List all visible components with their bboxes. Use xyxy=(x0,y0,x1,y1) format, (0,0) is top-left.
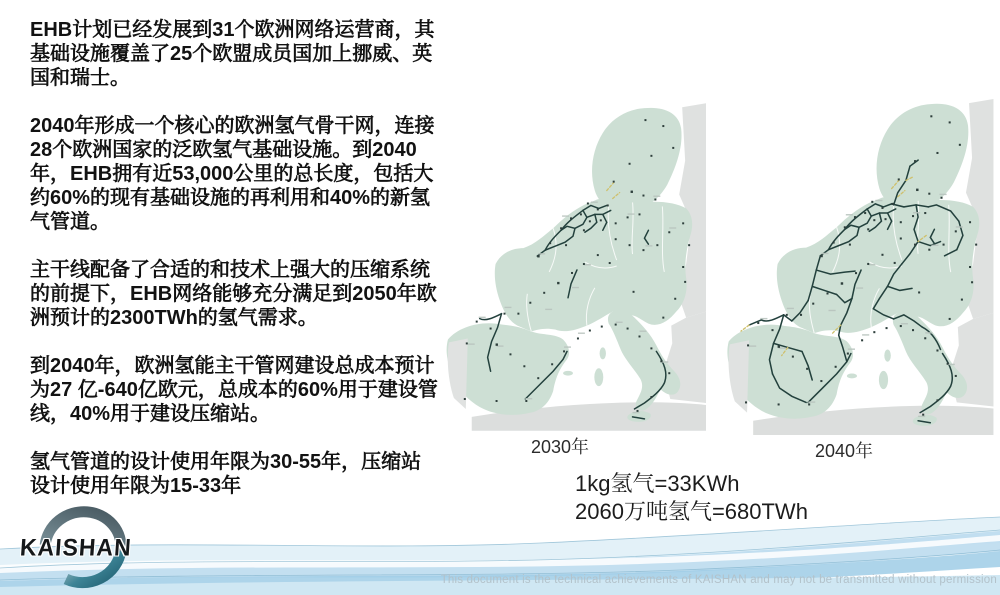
map-label-2040: 2040年 xyxy=(814,441,874,461)
equation-line-1: 1kg氢气=33KWh xyxy=(575,471,740,496)
europe-hydrogen-map-2030 xyxy=(438,103,706,431)
map-label-2030: 2030年 xyxy=(530,437,590,457)
paragraph-2040-backbone: 2040年形成一个核心的欧洲氢气骨干网，连接28个欧洲国家的泛欧氢气基础设施。到2040年，EHB拥有近53,000公里的总长度，包括大约60%的现有基础设施的再利用和40%的新氢气管道。 xyxy=(30,115,435,233)
body-text-column xyxy=(30,18,438,522)
europe-hydrogen-map-2040 xyxy=(716,99,996,435)
kaishan-logo-wordmark: KAISHAN xyxy=(19,533,133,561)
map-figure-2040 xyxy=(716,99,996,463)
kaishan-logo xyxy=(14,500,164,592)
paragraph-2050-demand: 主干线配备了合适的和技术上强大的压缩系统的前提下，EHB网络能够充分满足到2050年欧洲预计的2300TWh的氢气需求。 xyxy=(30,259,437,329)
paragraph-ehb-overview: EHB计划已经发展到31个欧洲网络运营商，其基础设施覆盖了25个欧盟成员国加上挪威、英国和瑞士。 xyxy=(30,19,435,89)
paragraph-design-life: 氢气管道的设计使用年限为30-55年，压缩站设计使用年限为15-33年 xyxy=(30,451,422,497)
paragraph-cost-estimate: 到2040年，欧洲氢能主干管网建设总成本预计为27 亿-640亿欧元，总成本的60%用于建设管线，40%用于建设压缩站。 xyxy=(30,355,438,425)
footer-watermark: This document is the technical achievements of KAISHAN and may not be transmitted without permission xyxy=(440,574,997,586)
map-figure-2030 xyxy=(438,103,706,459)
equation-line-2: 2060万吨氢气=680TWh xyxy=(575,499,808,524)
